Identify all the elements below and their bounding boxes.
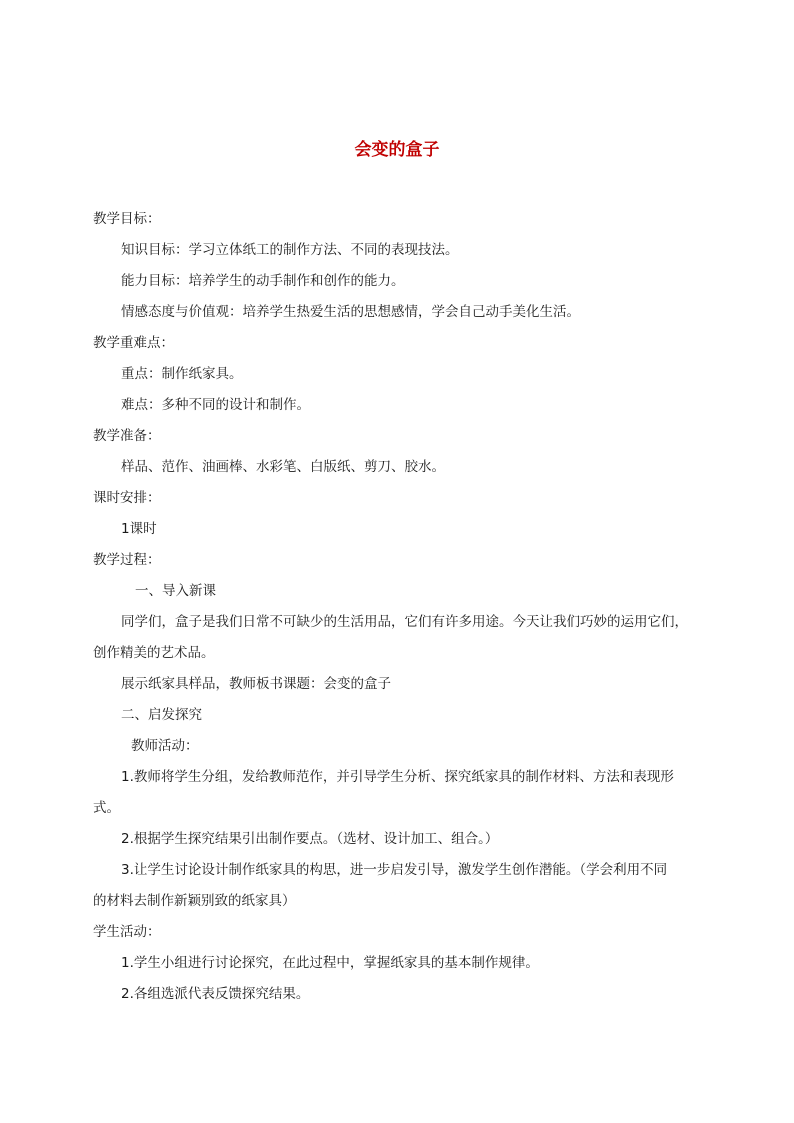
text-line: 教学重难点： <box>93 335 174 351</box>
text-line: 难点：多种不同的设计和制作。 <box>121 397 310 413</box>
text-line: 展示纸家具样品，教师板书课题：会变的盒子 <box>121 676 391 692</box>
text-line: 1.教师将学生分组，发给教师范作，并引导学生分析、探究纸家具的制作材料、方法和表现形 <box>121 769 674 785</box>
text-line: 2.各组选派代表反馈探究结果。 <box>121 986 310 1002</box>
document-title: 会变的盒子 <box>354 140 440 160</box>
document-body <box>93 204 705 1010</box>
text-line: 的材料去制作新颖别致的纸家具） <box>93 893 296 909</box>
text-line: 1.学生小组进行讨论探究，在此过程中，掌握纸家具的基本制作规律。 <box>121 955 539 971</box>
text-line: 能力目标：培养学生的动手制作和创作的能力。 <box>121 273 405 289</box>
text-line: 式。 <box>93 800 120 816</box>
text-line: 知识目标：学习立体纸工的制作方法、不同的表现技法。 <box>121 242 459 258</box>
text-line: 3.让学生讨论设计制作纸家具的构思，进一步启发引导，激发学生创作潜能。（学会利用不同 <box>121 862 668 878</box>
text-line: 教学准备： <box>93 428 161 444</box>
text-line: 一、导入新课 <box>135 583 216 599</box>
text-line: 2.根据学生探究结果引出制作要点。（选材、设计加工、组合。） <box>121 831 499 847</box>
text-line: 课时安排： <box>93 490 161 506</box>
text-line: 二、启发探究 <box>121 707 202 723</box>
text-line: 情感态度与价值观：培养学生热爱生活的思想感情，学会自己动手美化生活。 <box>121 304 580 320</box>
text-line: 同学们，盒子是我们日常不可缺少的生活用品，它们有许多用途。今天让我们巧妙的运用它们， <box>121 614 688 630</box>
text-line: 教学过程： <box>93 552 161 568</box>
text-line: 学生活动： <box>93 924 161 940</box>
text-line: 教学目标： <box>93 211 161 227</box>
text-line: 创作精美的艺术品。 <box>93 645 215 661</box>
text-line: 教师活动： <box>131 738 199 754</box>
text-line: 重点：制作纸家具。 <box>121 366 243 382</box>
text-line: 1课时 <box>121 521 157 537</box>
text-line: 样品、范作、油画棒、水彩笔、白版纸、剪刀、胶水。 <box>121 459 445 475</box>
